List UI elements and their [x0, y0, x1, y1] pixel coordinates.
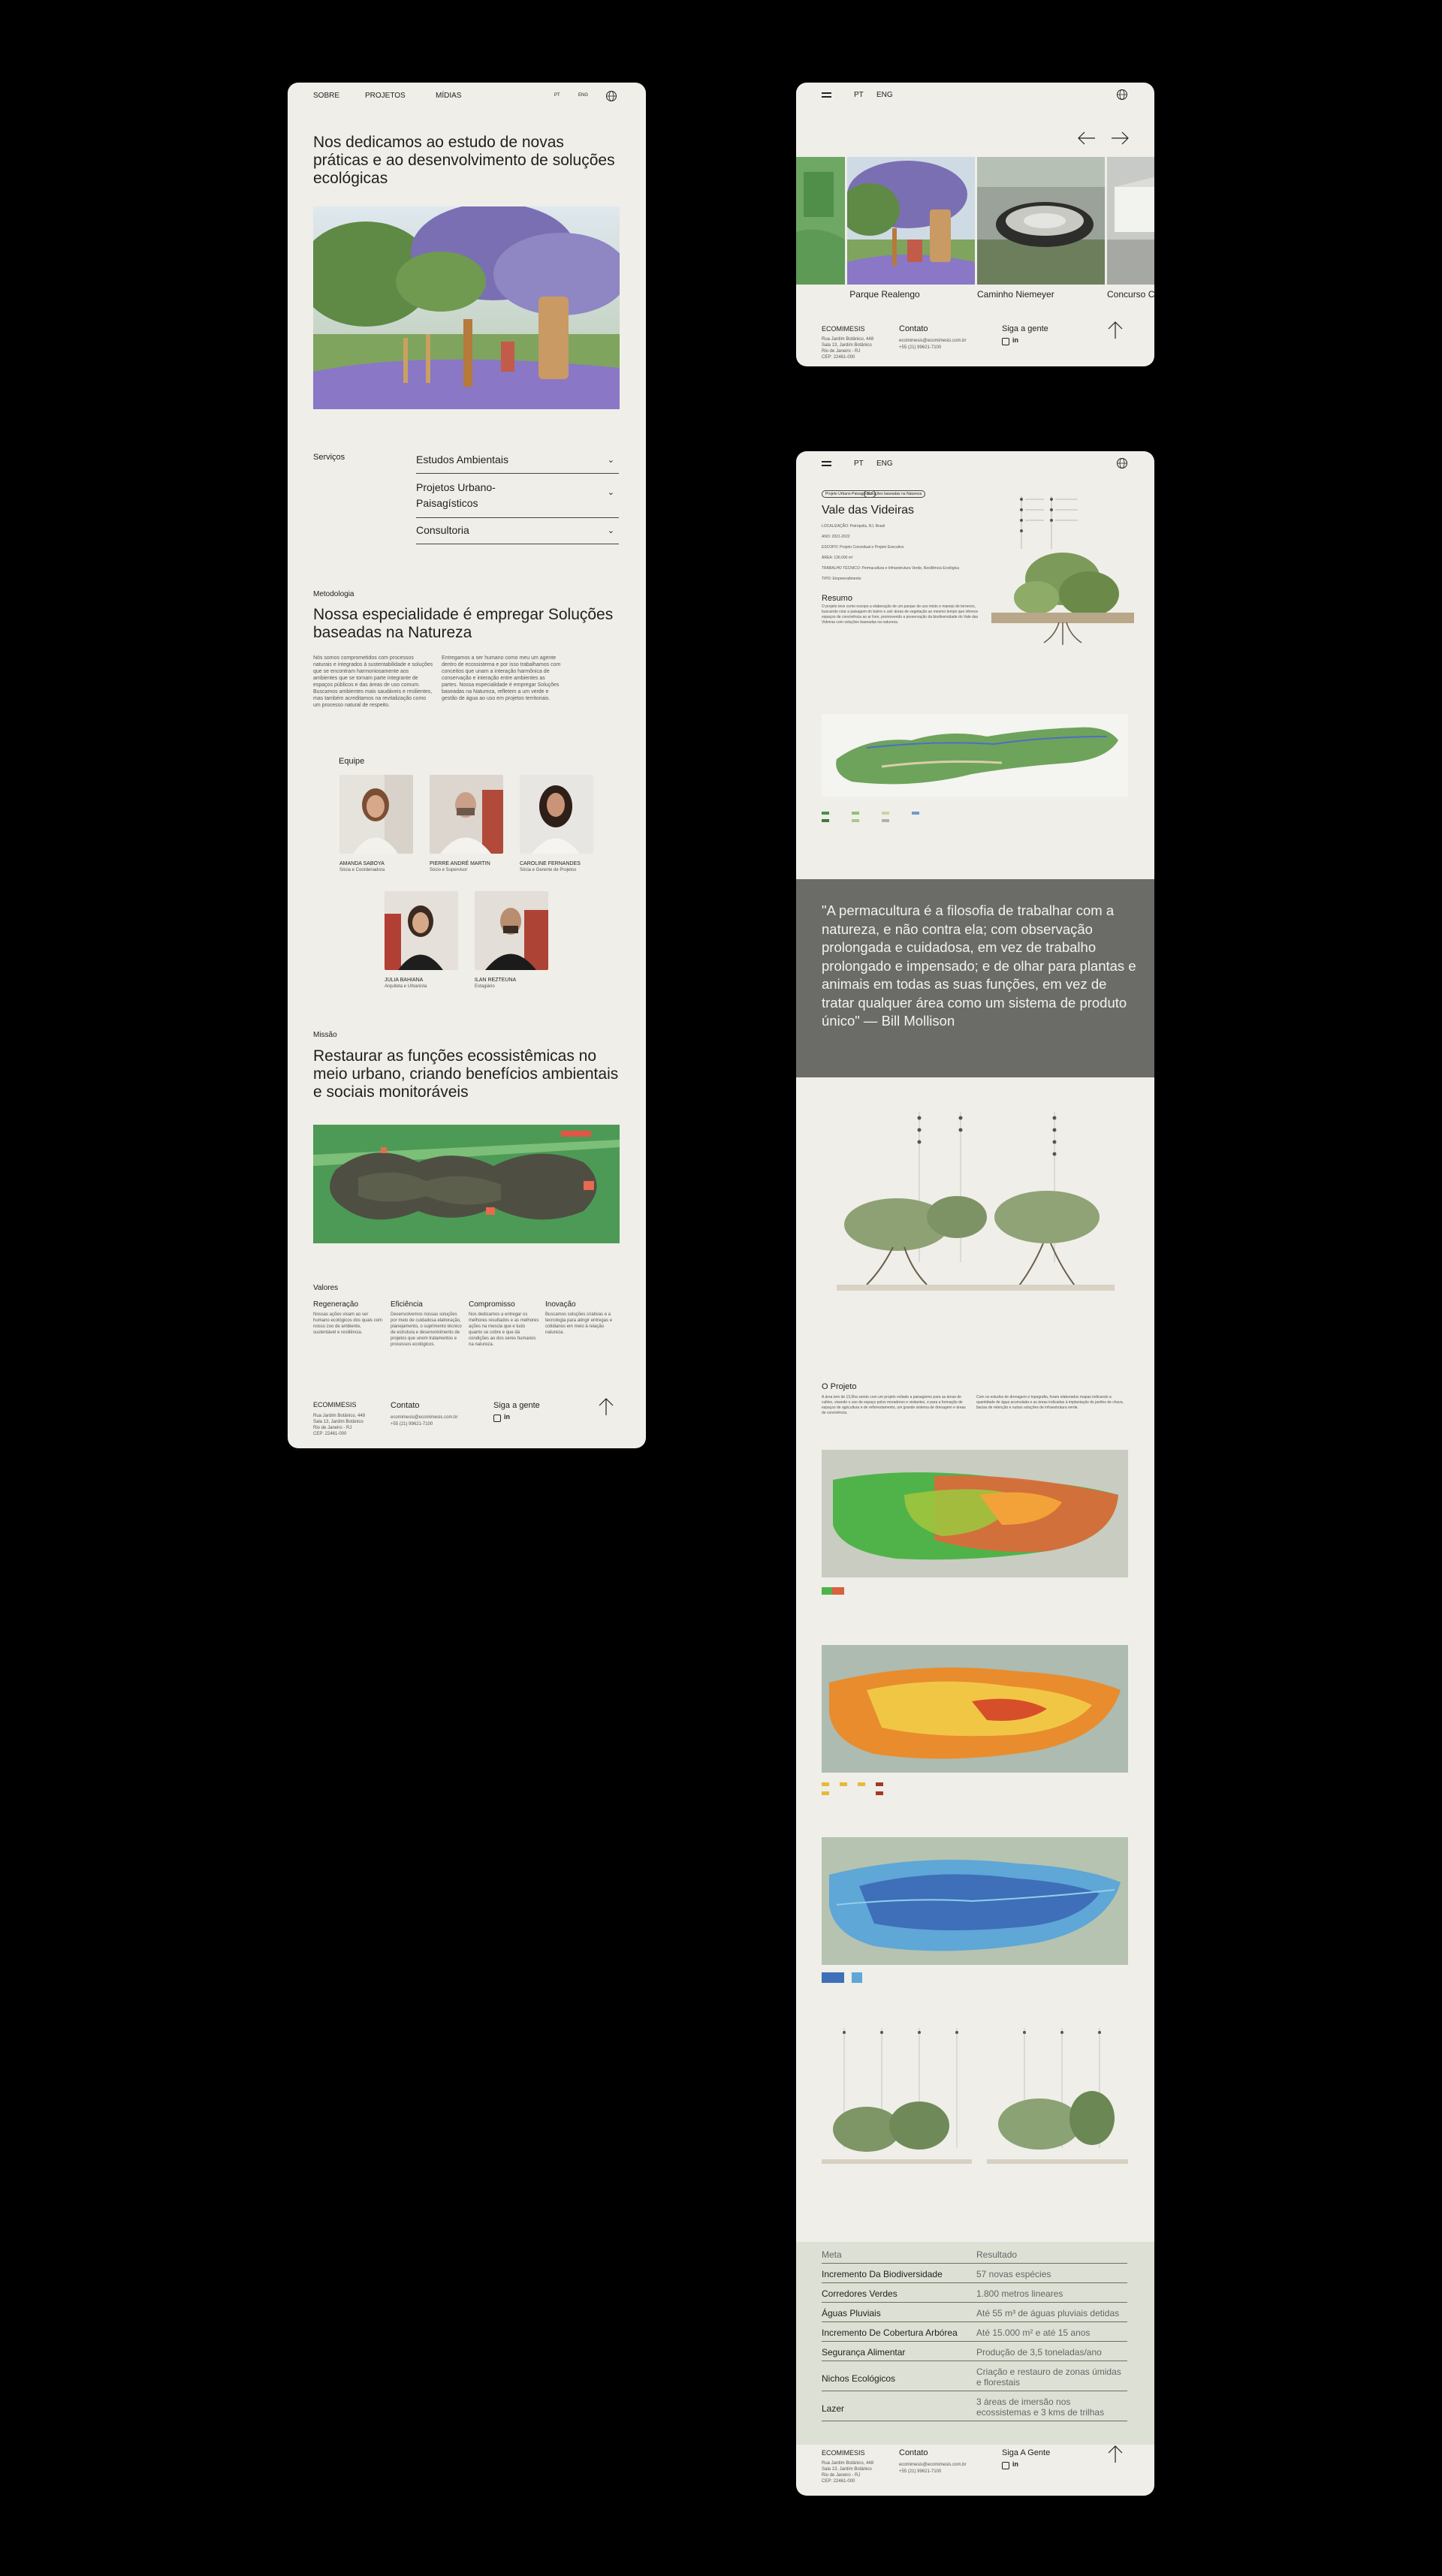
results-goal: Nichos Ecológicos [822, 2373, 896, 2384]
lang-pt[interactable]: PT [554, 93, 560, 98]
team-member-role: Arquiteta e Urbanista [385, 984, 427, 989]
team-member-name: PIERRE ANDRÉ MARTIN [430, 861, 490, 866]
footer-address: Rua Jardim Botânico, 448 Sala 13, Jardim Botânico Rio de Janeiro - RJ CEP: 22461-000 [822, 337, 874, 360]
methodology-text-2: Entregamos a ser humano como meu um agente dentro de ecossistema e por isso trabalhamos com conceitos que unam a interação harmônica de conservação e interação entre ambientes as partes. Nossa especialidade é empregar Soluções baseadas na Natureza, refletem a um verde e gestão de água ao uso em projetos territoriais. [442, 655, 561, 701]
results-header-result: Resultado [976, 2249, 1018, 2260]
value-item [545, 1300, 617, 1336]
back-to-top-icon[interactable] [598, 1396, 614, 1416]
results-goal: Incremento De Cobertura Arbórea [822, 2327, 958, 2338]
value-title: Inovação [545, 1300, 576, 1309]
service-label: Projetos Urbano-Paisagísticos [416, 481, 496, 509]
lang-en[interactable]: ENG [578, 93, 589, 98]
results-goal: Segurança Alimentar [822, 2347, 906, 2358]
lang-en[interactable]: ENG [876, 91, 893, 99]
value-item [313, 1300, 385, 1336]
results-row [822, 2308, 1127, 2322]
quote-text: "A permacultura é a filosofia de trabalhar com a natureza, e não contra ela; com observação prolongada e cuidadosa, em vez de trabalho prolongado e impensado; e de olhar para plantas e animais em todas as suas funções, em vez de tratar qualquer área como um sistema de produto único" — Bill Mollison [822, 902, 1136, 1029]
slope-map-image [822, 1645, 1128, 1810]
team-photo [430, 775, 503, 854]
footer-follow-label: Siga a gente [493, 1401, 540, 1410]
results-value: 3 áreas de imersão nos ecossistemas e 3 kms de trilhas [976, 2397, 1105, 2418]
meta-line: ESCOPO: Projeto Conceitual e Projeto Executivo [822, 545, 904, 550]
chevron-down-icon: ⌄ [607, 526, 614, 535]
value-title: Compromisso [469, 1300, 515, 1309]
meta-line: ÁREA: 136.000 m² [822, 556, 853, 560]
team-photo [385, 891, 458, 970]
results-row [822, 2327, 1127, 2342]
globe-icon[interactable] [1116, 457, 1128, 469]
team-member-name: ILAN REZTEUNA [475, 978, 517, 983]
team-member-name: JULIA BAHIANA [385, 978, 424, 983]
project-card-title: Parque Realengo [849, 289, 920, 300]
project-card[interactable] [847, 157, 975, 300]
team-member-role: Estagiário [475, 984, 495, 989]
results-value: Até 15.000 m² e até 15 anos [976, 2327, 1091, 2338]
footer-phone[interactable]: +55 (21) 99621-7100 [899, 345, 942, 350]
results-value: Produção de 3,5 toneladas/ano [976, 2347, 1102, 2358]
globe-icon[interactable] [605, 90, 617, 102]
results-row [822, 2269, 1127, 2283]
results-goal: Incremento Da Biodiversidade [822, 2269, 943, 2279]
project-card-image [847, 157, 975, 285]
menu-icon[interactable] [822, 461, 831, 462]
lang-en[interactable]: ENG [876, 459, 893, 468]
mission-label: Missão [313, 1031, 337, 1039]
team-photo [339, 775, 413, 854]
meta-line: ANO: 2021-2022 [822, 535, 850, 539]
back-to-top-icon[interactable] [1107, 2444, 1124, 2463]
team-photo [520, 775, 593, 854]
team-member-name: AMANDA SABOYA [339, 861, 385, 866]
team-member [339, 775, 413, 872]
service-label: Consultoria [416, 524, 469, 536]
results-row [822, 2347, 1127, 2361]
services-label: Serviços [313, 453, 345, 462]
value-item [469, 1300, 540, 1348]
project-card-title: Concurso C [1107, 289, 1154, 300]
home-page-mockup [288, 83, 646, 1448]
results-row [822, 2397, 1127, 2421]
team-label: Equipe [339, 757, 365, 766]
back-to-top-icon[interactable] [1107, 320, 1124, 339]
arrow-left-icon[interactable] [1077, 131, 1097, 146]
service-item[interactable] [416, 524, 619, 544]
project-title: Vale das Videiras [822, 504, 915, 517]
mission-map-image [313, 1125, 620, 1243]
team-member [520, 775, 593, 872]
topography-map-image [822, 1450, 1128, 1600]
vegetation-strata-illustration [822, 2028, 1128, 2201]
footer-brand: ECOMIMESIS [313, 1401, 357, 1409]
value-item [391, 1300, 462, 1348]
team-member-role: Sócio e Supervisor [430, 868, 468, 872]
team-photo [475, 891, 548, 970]
value-text: Buscamos soluções criativas e a tecnologia para atingir entregas e cotidianos em meio à relação natureza. [545, 1312, 613, 1335]
value-text: Nossas ações visam ao ser humano ecológicos dos quais com nosso zoo de ambiente, sustentável e resiliência. [313, 1312, 383, 1335]
footer-contact-label: Contato [391, 1401, 420, 1410]
mission-title: Restaurar as funções ecossistêmicas no meio urbano, criando benefícios ambientais e sociais monitoráveis [313, 1047, 619, 1101]
hero-image-playground [313, 206, 620, 409]
value-text: Nos dedicamos a entregar os melhores resultados e as melhores ações na mescla que e tudo quanto se cobre e que dá condições ao dos seres humanos na natureza. [469, 1312, 539, 1347]
results-value: 1.800 metros lineares [976, 2288, 1063, 2299]
footer-follow-label: Siga a gente [1002, 324, 1048, 333]
globe-icon[interactable] [1116, 89, 1128, 101]
menu-icon[interactable] [822, 92, 831, 94]
footer-email[interactable]: ecomimesis@ecomimesis.com.br [899, 339, 967, 343]
footer-contact-label: Contato [899, 324, 928, 333]
service-label: Estudos Ambientais [416, 453, 508, 465]
footer-brand: ECOMIMESIS [822, 2449, 865, 2457]
drainage-map-image [822, 1837, 1128, 1995]
project-text-2: Com os estudos de drenagem e topografia, foram elaborados mapas indicando a quantidade de água acumulada e as áreas indicadas à implantação de jardins de chuva, bacias de retenção e outras soluções de infraestrutura verde. [976, 1395, 1124, 1410]
results-value: Até 55 m³ de águas pluviais detidas [976, 2308, 1120, 2318]
instagram-icon[interactable] [493, 1415, 501, 1422]
lang-pt[interactable]: PT [854, 459, 864, 468]
team-member [385, 891, 458, 989]
results-goal: Corredores Verdes [822, 2288, 897, 2299]
instagram-icon[interactable] [1002, 2462, 1009, 2469]
project-card-image[interactable] [796, 157, 845, 285]
values-label: Valores [313, 1284, 339, 1292]
quote-section [796, 879, 1154, 1077]
nav-about[interactable]: SOBRE [313, 92, 340, 100]
service-item[interactable] [416, 480, 619, 518]
meta-line: LOCALIZAÇÃO: Petrópolis, RJ, Brasil [822, 524, 885, 529]
value-text: Desenvolvemos nossas soluções por meio de cuidadosa elaboração, planejamento, o suprimento técnico de estrutura e desenvolvimento de projetos que unem tratamentos e processos ecológicos. [391, 1312, 462, 1347]
footer-contact-label: Contato [899, 2448, 928, 2457]
team-member-name: CAROLINE FERNANDES [520, 861, 581, 866]
arrow-right-icon[interactable] [1110, 131, 1130, 146]
project-card-image [977, 157, 1105, 285]
results-goal: Águas Pluviais [822, 2308, 881, 2318]
team-member-role: Sócia e Coordenadora [339, 868, 385, 872]
project-tag[interactable]: Projeto Urbano-Paisagístico [822, 490, 876, 498]
results-table [796, 2242, 1154, 2445]
lang-pt[interactable]: PT [854, 91, 864, 99]
summary-text: O projeto teve como escopo a elaboração de um parque de uso misto e manejo de terrenos, buscando criar a paisagem do bairro e unir áreas de vegetação ao mesmo tempo que oferece espaços de convivência ao ar livre, promovendo a preservação da biodiversidade do Vale das Videiras com soluções baseadas na natureza. [822, 604, 979, 625]
chevron-down-icon: ⌄ [607, 456, 614, 465]
linkedin-icon[interactable]: in [504, 1413, 510, 1421]
project-card[interactable] [977, 157, 1105, 300]
instagram-icon[interactable] [1002, 338, 1009, 345]
results-row [822, 2288, 1127, 2303]
team-member [430, 775, 503, 872]
projects-carousel-mockup [796, 83, 1154, 366]
project-tag[interactable]: Soluções baseadas na Natureza [864, 490, 925, 498]
tree-section-illustration [822, 1112, 1128, 1330]
hero-title: Nos dedicamos ao estudo de novas práticas e ao desenvolvimento de soluções ecológicas [313, 134, 615, 187]
nav-projects[interactable]: PROJETOS [365, 92, 406, 100]
site-plan-image [822, 707, 1128, 827]
value-title: Regeneração [313, 1300, 359, 1309]
results-value: Criação e restauro de zonas úmidas e florestais [976, 2367, 1121, 2388]
results-header-meta: Meta [822, 2249, 842, 2260]
project-meta [822, 523, 972, 586]
footer-email[interactable]: ecomimesis@ecomimesis.com.br [899, 2463, 967, 2467]
chevron-down-icon: ⌄ [607, 488, 614, 497]
service-item[interactable] [416, 453, 619, 474]
methodology-title: Nossa especialidade é empregar Soluções baseadas na Natureza [313, 606, 614, 641]
methodology-label: Metodologia [313, 590, 354, 598]
project-detail-mockup [796, 451, 1154, 2496]
summary-label: Resumo [822, 594, 852, 603]
value-title: Eficiência [391, 1300, 423, 1309]
methodology-text-1: Nós somos comprometidos com processos naturais e integrados à sustentabilidade e soluções que se encontram harmoniosamente aos ambientes que se tornam parte integrante de espaços públicos e das áreas de uso comum. Buscamos ambientes mais saudáveis e resilientes, mas também acreditamos na revitalização como um processo natural de respeito. [313, 655, 433, 708]
footer-follow-label: Siga A Gente [1002, 2448, 1051, 2457]
project-section-label: O Projeto [822, 1382, 857, 1391]
services-accordion [416, 453, 619, 544]
project-card[interactable] [1107, 157, 1154, 300]
results-goal: Lazer [822, 2403, 845, 2414]
results-row [822, 2367, 1127, 2391]
footer-phone[interactable]: +55 (21) 99621-7100 [391, 1422, 433, 1427]
project-card-image [1107, 157, 1154, 285]
linkedin-icon[interactable]: in [1012, 336, 1018, 344]
linkedin-icon[interactable]: in [1012, 2460, 1018, 2468]
footer-address: Rua Jardim Botânico, 448 Sala 13, Jardim Botânico Rio de Janeiro - RJ CEP: 22461-000 [313, 1414, 366, 1436]
meta-line: TIPO: Empreendimento [822, 577, 861, 581]
team-member-role: Sócia e Gerente de Projetos [520, 868, 577, 872]
footer-address: Rua Jardim Botânico, 448 Sala 13, Jardim Botânico Rio de Janeiro - RJ CEP: 22461-000 [822, 2461, 874, 2484]
project-text-1: A área tem de 13,6ha sendo com um projeto voltado a paisagismo para as áreas de cultivo, visando o uso de espaço pelos moradores e visitantes, e para a formação de espaços de agricultura e de reflorestamento, um grande sistema de drenagem e áreas de convivência. [822, 1395, 966, 1415]
meta-line: TRABALHO TÉCNICO: Permacultura e Infraestrutura Verde, Resiliência Ecológica [822, 566, 960, 571]
project-card-title: Caminho Niemeyer [977, 289, 1054, 300]
nav-media[interactable]: MÍDIAS [436, 92, 462, 100]
footer-email[interactable]: ecomimesis@ecomimesis.com.br [391, 1415, 458, 1420]
footer-phone[interactable]: +55 (21) 99621-7100 [899, 2469, 942, 2474]
results-header [822, 2249, 1127, 2264]
team-member [475, 891, 548, 989]
results-value: 57 novas espécies [976, 2269, 1051, 2279]
plant-strata-illustration [991, 489, 1134, 646]
footer-brand: ECOMIMESIS [822, 325, 865, 333]
